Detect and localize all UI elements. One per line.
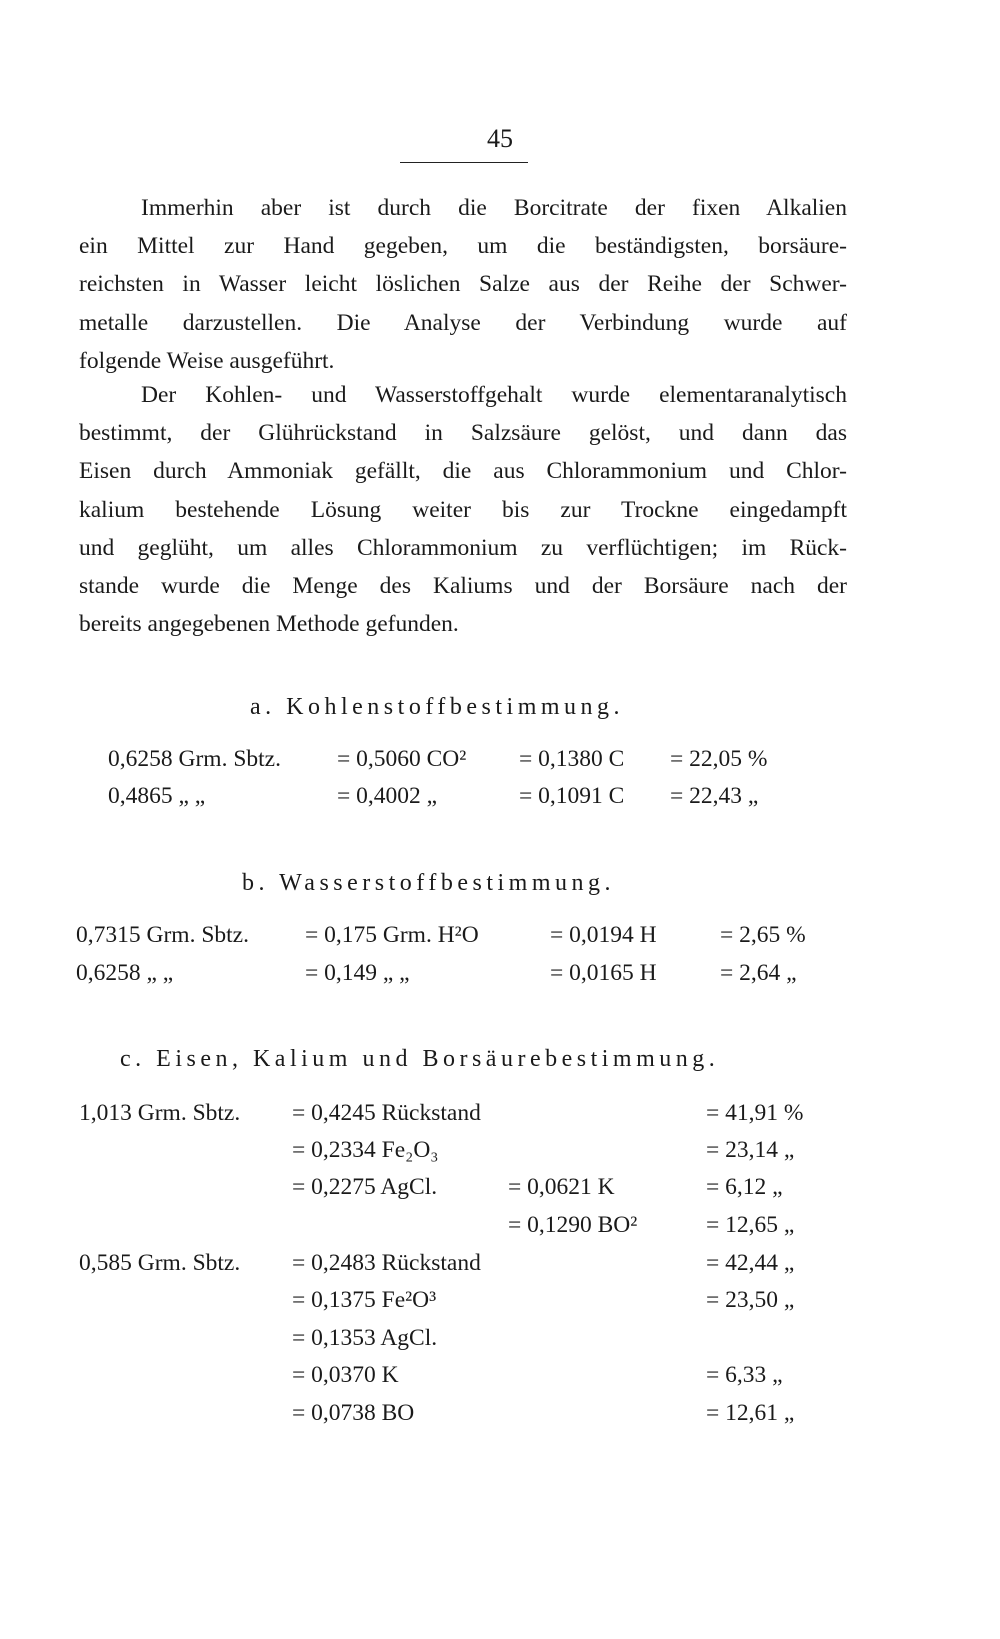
section-b-row xyxy=(0,960,1000,990)
section-a-row xyxy=(0,746,1000,776)
paragraph-2-line: bestimmt, der Glührückstand in Salzsäure gelöst, und dann das xyxy=(79,420,847,447)
element-cell: = 0,1380 C xyxy=(519,746,625,772)
paragraph-1-line: metalle darzustellen. Die Analyse der Verbindung wurde auf xyxy=(79,309,847,336)
section-c-row xyxy=(0,1250,1000,1280)
sample-cell: 0,6258 „ „ xyxy=(76,960,174,986)
section-c-row xyxy=(0,1174,1000,1204)
measure-cell: = 0,2483 Rückstand xyxy=(292,1250,481,1276)
page-number-rule xyxy=(400,162,528,163)
paragraph-2-line: stande wurde die Menge des Kaliums und der Borsäure nach der xyxy=(79,573,847,600)
percent-cell: = 12,65 „ xyxy=(706,1212,795,1238)
element-cell: = 0,1290 BO² xyxy=(508,1212,638,1238)
measure-cell: = 0,0370 K xyxy=(292,1362,399,1388)
paragraph-1-line: Immerhin aber ist durch die Borcitrate der fixen Alkalien xyxy=(141,195,847,221)
page-number: 45 xyxy=(487,124,513,153)
paragraph-1-line: ein Mittel zur Hand gegeben, um die beständigsten, borsäure- xyxy=(79,233,847,260)
section-b-row xyxy=(0,922,1000,952)
measure-cell: = 0,2334 Fe₂O₃ xyxy=(292,1137,439,1163)
element-cell: = 0,0165 H xyxy=(550,960,657,986)
measure-cell: = 0,149 „ „ xyxy=(305,960,410,986)
measure-cell: = 0,5060 CO² xyxy=(337,746,467,772)
sample-cell: 0,585 Grm. Sbtz. xyxy=(79,1250,241,1276)
section-a-row xyxy=(0,783,1000,813)
section-c-row xyxy=(0,1362,1000,1392)
section-b-heading: b. Wasserstoffbestimmung. xyxy=(242,870,615,896)
paragraph-2-line: und geglüht, um alles Chlorammonium zu verflüchtigen; im Rück- xyxy=(79,534,847,561)
percent-cell: = 2,64 „ xyxy=(720,960,797,986)
paragraph-1 xyxy=(79,189,847,380)
percent-cell: = 42,44 „ xyxy=(706,1250,795,1276)
percent-cell: = 6,33 „ xyxy=(706,1362,783,1388)
section-c-heading: c. Eisen, Kalium und Borsäurebestimmung. xyxy=(120,1046,720,1072)
section-c-row xyxy=(0,1325,1000,1355)
percent-cell: = 22,43 „ xyxy=(670,783,759,809)
paragraph-1-line: reichsten in Wasser leicht löslichen Salze aus der Reihe der Schwer- xyxy=(79,271,847,298)
measure-cell: = 0,1353 AgCl. xyxy=(292,1325,438,1351)
paragraph-2-line: Der Kohlen- und Wasserstoffgehalt wurde elementaranalytisch xyxy=(141,382,847,408)
percent-cell: = 2,65 % xyxy=(720,922,806,948)
sample-cell: 0,7315 Grm. Sbtz. xyxy=(76,922,249,948)
section-c-row xyxy=(0,1100,1000,1130)
percent-cell: = 6,12 „ xyxy=(706,1174,783,1200)
paragraph-2-line: Eisen durch Ammoniak gefällt, die aus Chlorammonium und Chlor- xyxy=(79,458,847,485)
section-c-row xyxy=(0,1287,1000,1317)
paragraph-2 xyxy=(79,376,847,643)
section-c-row xyxy=(0,1400,1000,1430)
element-cell: = 0,1091 C xyxy=(519,783,625,809)
element-cell: = 0,0194 H xyxy=(550,922,657,948)
measure-cell: = 0,4245 Rückstand xyxy=(292,1100,481,1126)
measure-cell: = 0,4002 „ xyxy=(337,783,438,809)
sample-cell: 0,4865 „ „ xyxy=(108,783,206,809)
percent-cell: = 23,50 „ xyxy=(706,1287,795,1313)
measure-cell: = 0,1375 Fe²O³ xyxy=(292,1287,437,1313)
section-c-row xyxy=(0,1137,1000,1167)
paragraph-2-line: bereits angegebenen Methode gefunden. xyxy=(79,611,459,638)
sample-cell: 0,6258 Grm. Sbtz. xyxy=(108,746,281,772)
percent-cell: = 22,05 % xyxy=(670,746,768,772)
paragraph-1-line: folgende Weise ausgeführt. xyxy=(79,347,335,374)
measure-cell: = 0,0738 BO xyxy=(292,1400,415,1426)
section-c-row xyxy=(0,1212,1000,1242)
percent-cell: = 12,61 „ xyxy=(706,1400,795,1426)
percent-cell: = 41,91 % xyxy=(706,1100,804,1126)
measure-cell: = 0,2275 AgCl. xyxy=(292,1174,438,1200)
measure-cell: = 0,175 Grm. H²O xyxy=(305,922,479,948)
section-a-heading: a. Kohlenstoffbestimmung. xyxy=(250,694,625,720)
percent-cell: = 23,14 „ xyxy=(706,1137,795,1163)
element-cell: = 0,0621 K xyxy=(508,1174,615,1200)
sample-cell: 1,013 Grm. Sbtz. xyxy=(79,1100,241,1126)
paragraph-2-line: kalium bestehende Lösung weiter bis zur Trockne eingedampft xyxy=(79,496,847,523)
